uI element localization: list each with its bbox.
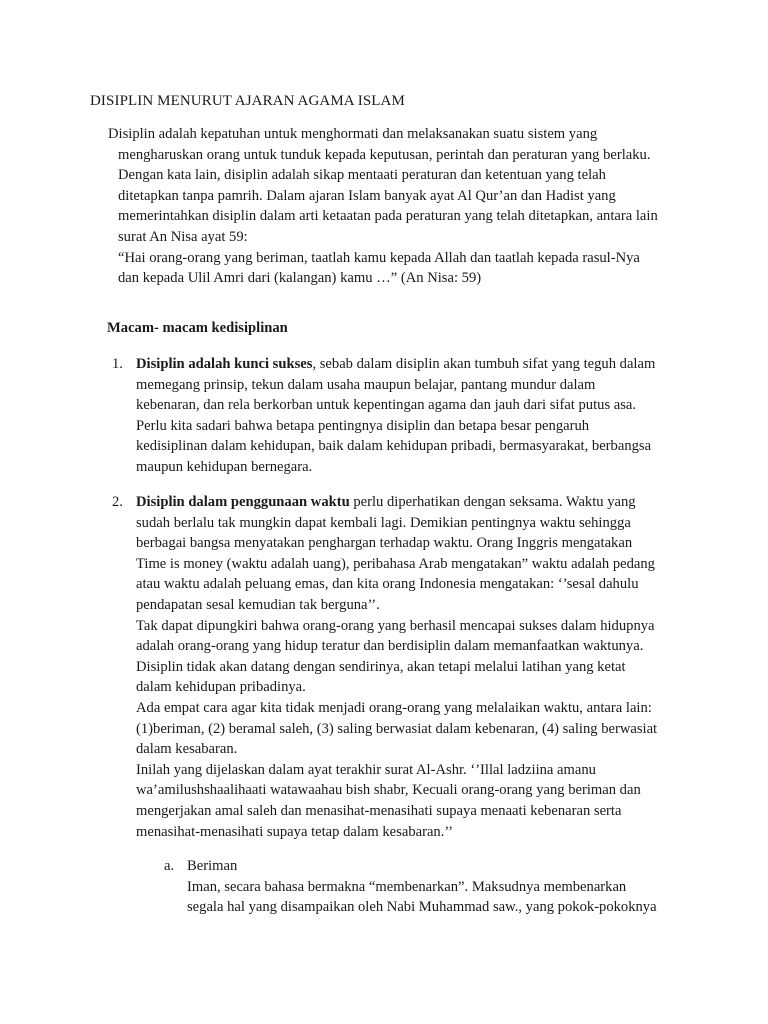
list-item-lead: Disiplin adalah kunci sukses [136, 356, 313, 372]
intro-line: ditetapkan tanpa pamrih. Dalam ajaran Islam banyak ayat Al Qur’an dan Hadist yang [118, 187, 616, 204]
document-title: DISIPLIN MENURUT AJARAN AGAMA ISLAM [90, 93, 405, 109]
list-item-line: (1)beriman, (2) beramal saleh, (3) saling berwasiat dalam kebenaran, (4) saling berwasiat [136, 720, 658, 737]
list-item-line: mengerjakan amal saleh dan menasihat-menasihati supaya menaati kebenaran serta [136, 802, 622, 819]
list-item-line: dalam kesabaran. [136, 741, 238, 758]
list-item-text: , sebab dalam disiplin akan tumbuh sifat yang teguh dalam [312, 356, 656, 372]
sub-item-line: Iman, secara bahasa bermakna “membenarkan”. Maksudnya membenarkan [187, 878, 627, 895]
intro-line: Disiplin adalah kepatuhan untuk menghormati dan melaksanakan suatu sistem yang [108, 126, 598, 142]
list-number: 2. [112, 494, 123, 510]
intro-line: memerintahkan disiplin dalam arti ketaatan pada peraturan yang telah ditetapkan, antara lain [118, 208, 658, 225]
list-item-text: perlu diperhatikan dengan seksama. Waktu yang [349, 494, 636, 510]
list-item-line: Perlu kita sadari bahwa betapa pentingnya disiplin dan betapa besar pengaruh [136, 417, 590, 434]
intro-line: surat An Nisa ayat 59: [118, 228, 248, 245]
list-item-line: memegang prinsip, tekun dalam usaha maupun belajar, pantang mundur dalam [136, 376, 596, 393]
list-item-line: maupun kehidupan bernegara. [136, 458, 313, 475]
list-item-line: Inilah yang dijelaskan dalam ayat terakhir surat Al-Ashr. ‘’Illal ladziina amanu [136, 761, 596, 778]
intro-line: Dengan kata lain, disiplin adalah sikap mentaati peraturan dan ketentuan yang telah [118, 167, 606, 184]
list-item-first-line [136, 492, 696, 513]
sub-item-letter: a. [164, 858, 175, 874]
list-item-first-line [136, 354, 696, 375]
list-item-line: kebenaran, dan rela berkorban untuk kepentingan agama dan jauh dari sifat putus asa. [136, 397, 637, 414]
quote-line: dan kepada Ulil Amri dari (kalangan) kamu …” (An Nisa: 59) [118, 270, 482, 287]
list-item-line: Tak dapat dipungkiri bahwa orang-orang yang berhasil mencapai sukses dalam hidupnya [136, 617, 655, 634]
sub-item-body [187, 856, 687, 918]
list-item-line: Disiplin tidak akan datang dengan sendirinya, akan tetapi melalui latihan yang ketat [136, 658, 626, 675]
list-item-body [136, 354, 696, 478]
list-item-line: kedisiplinan dalam kehidupan, baik dalam kehidupan pribadi, bermasyarakat, berbangsa [136, 438, 652, 455]
list-item-line: dalam kehidupan pribadinya. [136, 679, 306, 696]
intro-paragraph [108, 124, 708, 289]
sub-item-heading: Beriman [187, 858, 238, 874]
list-item-line: pendapatan sesal kemudian tak berguna’’. [136, 596, 380, 613]
list-item-body [136, 492, 696, 842]
list-item-line: sudah berlalu tak mungkin dapat kembali lagi. Demikian pentingnya waktu sehingga [136, 514, 631, 531]
list-number: 1. [112, 356, 123, 372]
quote-line: “Hai orang-orang yang beriman, taatlah kamu kepada Allah dan taatlah kepada rasul-Nya [118, 249, 640, 266]
list-item-line: Ada empat cara agar kita tidak menjadi orang-orang yang melalaikan waktu, antara lain: [136, 699, 652, 716]
intro-line: mengharuskan orang untuk tunduk kepada keputusan, perintah dan peraturan yang berlaku. [118, 146, 651, 163]
section-heading: Macam- macam kedisiplinan [107, 320, 288, 336]
list-item-line: adalah orang-orang yang hidup teratur dan berdisiplin dalam memanfaatkan waktunya. [136, 638, 644, 655]
list-item-line: Time is money (waktu adalah uang), peribahasa Arab mengatakan” waktu adalah pedang [136, 555, 655, 572]
list-item-line: wa’amilushshaalihaati watawaahau bish shabr, Kecuali orang-orang yang beriman dan [136, 782, 641, 799]
list-item-line: atau waktu adalah peluang emas, dan kita orang Indonesia mengatakan: ‘’sesal dahulu [136, 576, 639, 593]
sub-item-line: segala hal yang disampaikan oleh Nabi Muhammad saw., yang pokok-pokoknya [187, 899, 657, 916]
list-item-lead: Disiplin dalam penggunaan waktu [136, 494, 350, 510]
list-item-line: menasihat-menasihati supaya tetap dalam kesabaran.’’ [136, 823, 454, 840]
list-item-line: berbagai bangsa menyatakan penghargan terhadap waktu. Orang Inggris mengatakan [136, 535, 633, 552]
